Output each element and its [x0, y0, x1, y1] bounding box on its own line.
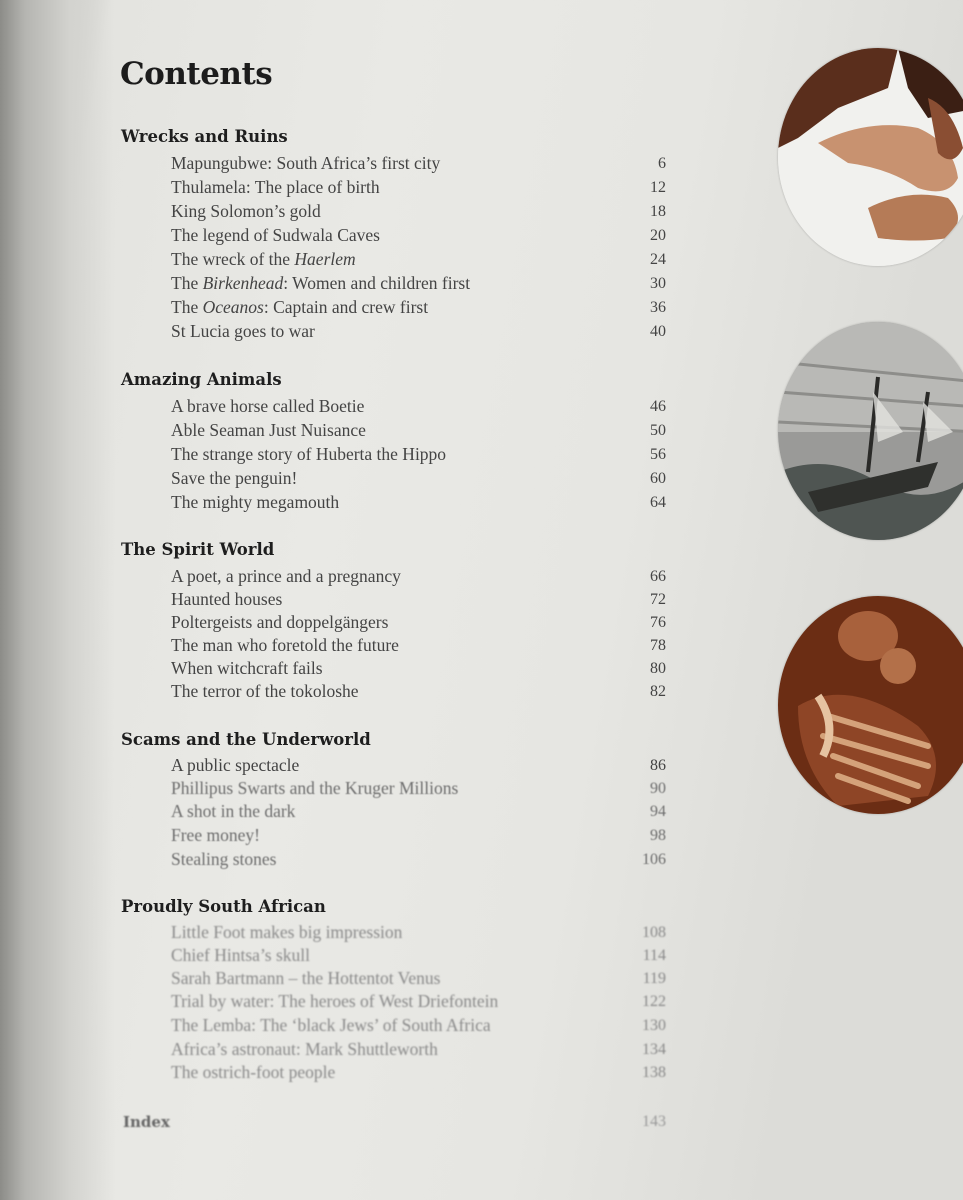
toc-entry: When witchcraft fails 80 — [171, 658, 666, 678]
toc-entry: The legend of Sudwala Caves 20 — [171, 225, 666, 245]
toc-entry: A poet, a prince and a pregnancy 66 — [171, 566, 666, 586]
page-number: 108 — [642, 924, 666, 941]
page-number: 98 — [650, 827, 666, 844]
toc-entry: A public spectacle 86 — [171, 755, 666, 775]
page-number: 40 — [650, 323, 666, 340]
page-number: 56 — [650, 446, 666, 463]
page-number: 114 — [642, 947, 666, 964]
toc-entry: The ostrich-foot people 138 — [171, 1062, 666, 1082]
page-number: 76 — [650, 614, 666, 631]
page-number: 122 — [642, 993, 666, 1010]
index-entry — [123, 1113, 666, 1135]
page-number: 60 — [650, 470, 666, 487]
page-number: 64 — [650, 494, 666, 511]
page-number: 78 — [650, 637, 666, 654]
page-number: 36 — [650, 299, 666, 316]
page-number: 106 — [642, 851, 666, 868]
skeleton-remains-photo — [778, 596, 963, 814]
index-label: Index — [123, 1113, 170, 1131]
section-title-scams-and-the-underworld: Scams and the Underworld — [121, 730, 371, 749]
page-number: 143 — [642, 1113, 666, 1130]
toc-entry: A shot in the dark 94 — [171, 801, 666, 821]
toc-entry: The wreck of the Haerlem 24 — [171, 249, 666, 269]
section-title-amazing-animals: Amazing Animals — [121, 370, 282, 389]
page-number: 30 — [650, 275, 666, 292]
page-number: 94 — [650, 803, 666, 820]
toc-entry: Haunted houses 72 — [171, 589, 666, 609]
toc-entry: Mapungubwe: South Africa’s first city 6 — [171, 153, 666, 173]
page-number: 72 — [650, 591, 666, 608]
toc-entry: The Lemba: The ‘black Jews’ of South Africa 130 — [171, 1015, 666, 1035]
toc-entry: The Birkenhead: Women and children first 30 — [171, 273, 666, 293]
page-number: 134 — [642, 1041, 666, 1058]
page-number: 86 — [650, 757, 666, 774]
page-number: 20 — [650, 227, 666, 244]
toc-entry: The strange story of Huberta the Hippo 56 — [171, 444, 666, 464]
toc-entry: The mighty megamouth 64 — [171, 492, 666, 512]
section-title-the-spirit-world: The Spirit World — [121, 540, 275, 559]
toc-entry: The terror of the tokoloshe 82 — [171, 681, 666, 701]
section-title-wrecks-and-ruins: Wrecks and Ruins — [121, 127, 288, 146]
toc-entry: Free money! 98 — [171, 825, 666, 845]
toc-entry: Trial by water: The heroes of West Driefontein 122 — [171, 991, 666, 1011]
page-number: 80 — [650, 660, 666, 677]
toc-entry: Phillipus Swarts and the Kruger Millions 90 — [171, 778, 666, 798]
toc-entry: St Lucia goes to war 40 — [171, 321, 666, 341]
toc-entry: Able Seaman Just Nuisance 50 — [171, 420, 666, 440]
toc-entry: Thulamela: The place of birth 12 — [171, 177, 666, 197]
page-number: 82 — [650, 683, 666, 700]
page-number: 50 — [650, 422, 666, 439]
toc-entry: A brave horse called Boetie 46 — [171, 396, 666, 416]
page-number: 130 — [642, 1017, 666, 1034]
toc-entry: Sarah Bartmann – the Hottentot Venus 119 — [171, 968, 666, 988]
hands-photo — [778, 48, 963, 266]
toc-entry: The man who foretold the future 78 — [171, 635, 666, 655]
page-title: Contents — [120, 56, 273, 92]
page-number: 6 — [658, 155, 666, 172]
page-number: 90 — [650, 780, 666, 797]
toc-entry: Chief Hintsa’s skull 114 — [171, 945, 666, 965]
toc-entry: Stealing stones 106 — [171, 849, 666, 869]
page-number: 119 — [642, 970, 666, 987]
book-gutter-shadow — [0, 0, 115, 1200]
page-number: 12 — [650, 179, 666, 196]
page-number: 138 — [642, 1064, 666, 1081]
page-number: 66 — [650, 568, 666, 585]
shipwreck-engraving-photo — [778, 322, 963, 540]
toc-entry: Africa’s astronaut: Mark Shuttleworth 134 — [171, 1039, 666, 1059]
toc-entry: Little Foot makes big impression 108 — [171, 922, 666, 942]
toc-entry: Poltergeists and doppelgängers 76 — [171, 612, 666, 632]
section-title-proudly-south-african: Proudly South African — [121, 897, 326, 916]
toc-entry: Save the penguin! 60 — [171, 468, 666, 488]
page-number: 18 — [650, 203, 666, 220]
toc-entry: King Solomon’s gold 18 — [171, 201, 666, 221]
toc-entry: The Oceanos: Captain and crew first 36 — [171, 297, 666, 317]
page-number: 46 — [650, 398, 666, 415]
page-number: 24 — [650, 251, 666, 268]
